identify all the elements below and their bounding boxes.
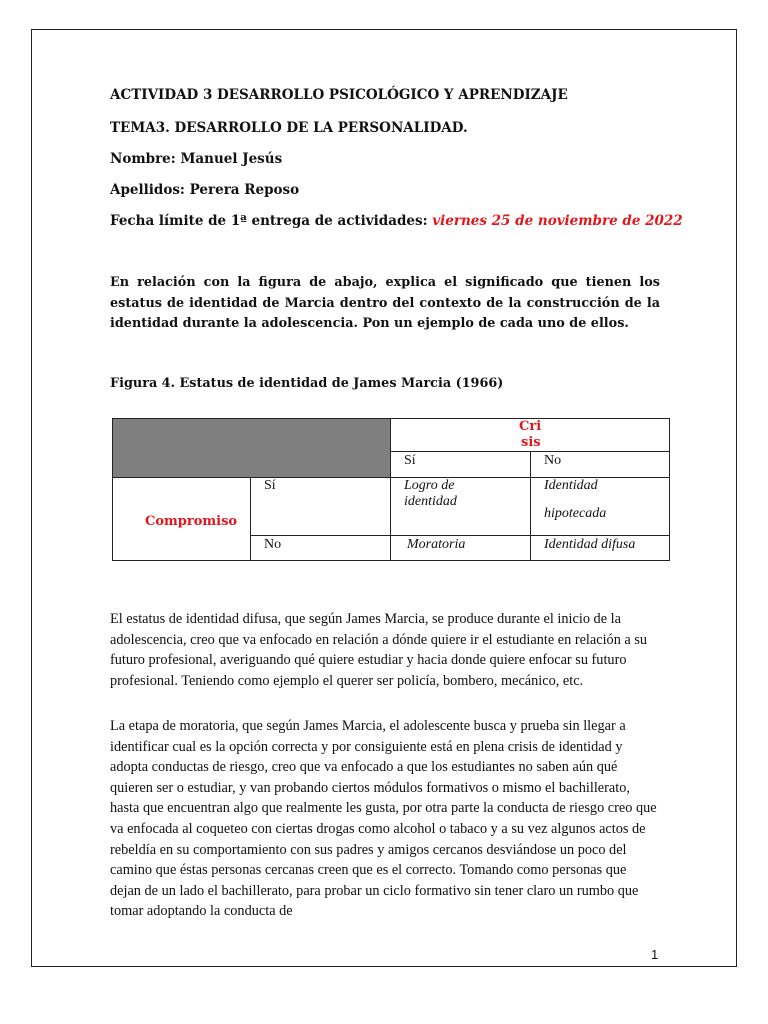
- deadline-label: Fecha límite de 1ª entrega de actividades:: [110, 213, 428, 229]
- moratorium-paragraph: La etapa de moratoria, que según James Marcia, el adolescente busca y prueba sin llegar a identificar cual es la opción correcta y por consiguiente está en plena crisis de identidad y adopta conductas de riesgo, creo que va enfocado a que los estudiantes no saben aún qué quieren ser o estudiar, y van probando ciertos módulos formativos o mismo el bachillerato, hasta que encuentran algo que realmente les gusta, por otra parte la conducta de riesgo creo que va enfocada al coqueteo con ciertas drogas como alcohol o tabaco y a su vez algunos actos de rebeldía en su comportamiento con sus padres y amigos cercanos desviándose un poco del camino que éstas personas cercanas creen que es el correcto. Tomando como personas que dejan de un lado el bachillerato, para probar un ciclo formativo sin tener claro un rumbo que tomar adoptando la conducta de: [110, 718, 657, 920]
- foreclosure-line1: Identidad: [544, 478, 598, 493]
- foreclosure-line2: hipotecada: [544, 506, 607, 521]
- commitment-yes-label: Sí: [264, 478, 276, 493]
- question-text: En relación con la figura de abajo, explica el significado que tienen los estatus de identidad de Marcia dentro del contexto de la construcción de la identidad durante la adolescencia. Pon un ejemplo de cada uno de ellos.: [110, 275, 660, 331]
- diffusion-label: Identidad difusa: [544, 537, 636, 552]
- crisis-label-line2: sis: [521, 435, 541, 450]
- figure-caption: Figura 4. Estatus de identidad de James Marcia (1966): [110, 376, 504, 391]
- crisis-no-label: No: [544, 453, 562, 468]
- crisis-label-line1: Cri: [519, 419, 542, 434]
- commitment-no-label: No: [264, 537, 282, 552]
- page-number: 1: [651, 947, 659, 962]
- crisis-yes-label: Sí: [404, 453, 416, 468]
- achievement-line1: Logro de: [404, 478, 455, 493]
- moratorium-label: Moratoria: [407, 537, 466, 552]
- achievement-line2: identidad: [404, 494, 457, 509]
- table-header-grey-cell: [112, 418, 391, 478]
- diffusion-paragraph: El estatus de identidad difusa, que según James Marcia, se produce durante el inicio de la adolescencia, creo que va enfocado en relación a dónde quiere ir el estudiante en relación a su futuro profesional, averiguando qué quiere estudiar y hacia donde quiere enfocar su futuro profesional. Teniendo como ejemplo el querer ser policía, bombero, mecánico, etc.: [110, 611, 648, 689]
- student-surname: Apellidos: Perera Reposo: [110, 182, 300, 198]
- deadline-line: [110, 213, 683, 229]
- commitment-label: Compromiso: [145, 514, 238, 529]
- activity-title: ACTIVIDAD 3 DESARROLLO PSICOLÓGICO Y APRENDIZAJE: [110, 87, 568, 103]
- topic-title: TEMA3. DESARROLLO DE LA PERSONALIDAD.: [110, 120, 468, 136]
- deadline-date: viernes 25 de noviembre de 2022: [432, 213, 683, 229]
- student-name: Nombre: Manuel Jesús: [110, 151, 283, 167]
